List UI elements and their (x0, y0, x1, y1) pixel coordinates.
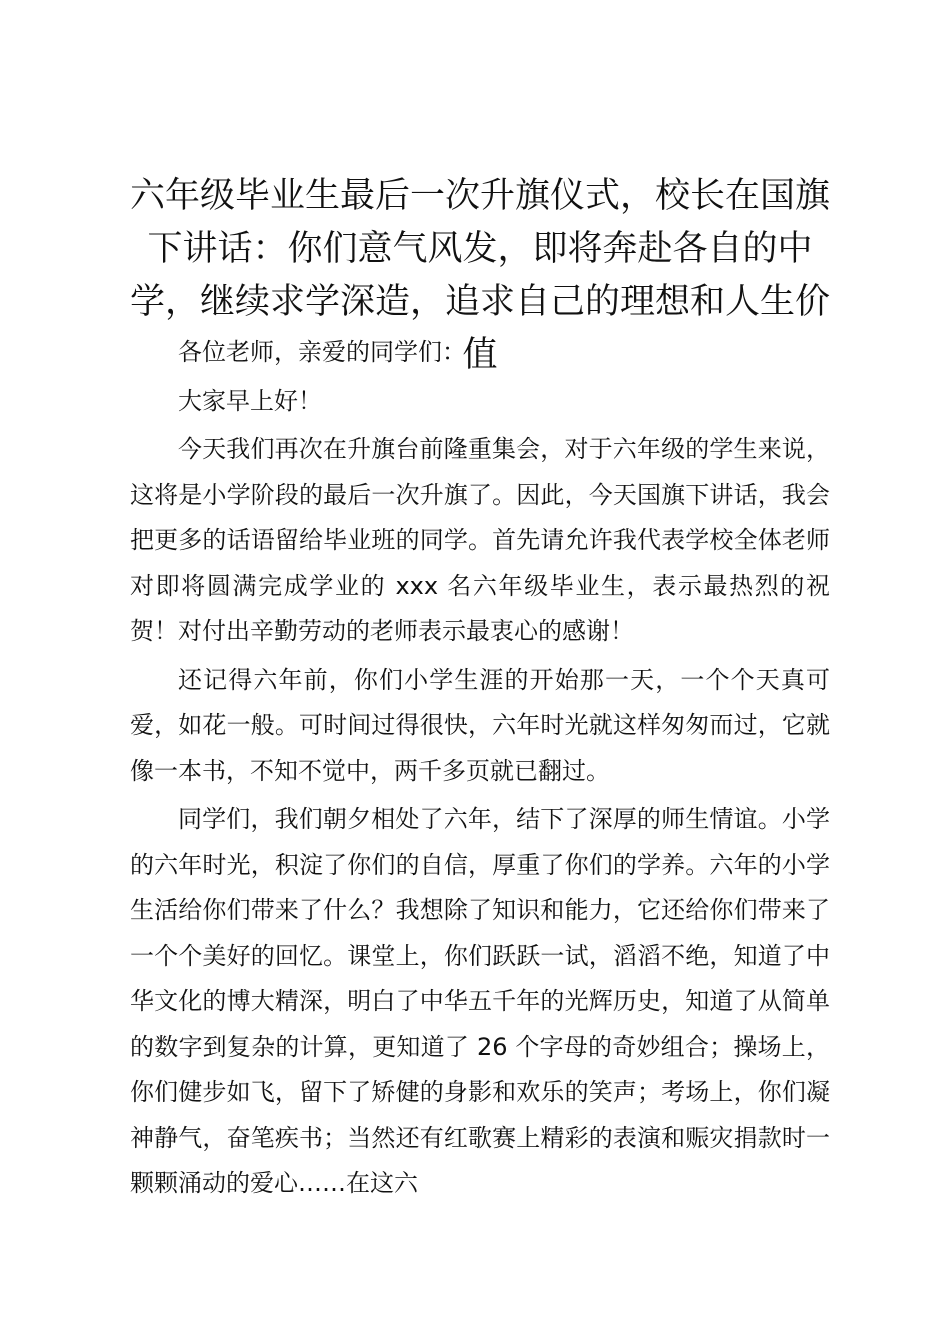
paragraph-greeting: 各位老师，亲爱的同学们： (178, 338, 466, 366)
document-title: 六年级毕业生最后一次升旗仪式，校长在国旗下讲话：你们意气风发，即将奔赴各自的中学，继续求学深造，追求自己的理想和人生价值 (129, 176, 830, 375)
document-body (130, 330, 830, 1207)
paragraph-six-years: 同学们，我们朝夕相处了六年，结下了深厚的师生情谊。小学的六年时光，积淀了你们的自信，厚重了你们的学养。六年的小学生活给你们带来了什么？我想除了知识和能力，它还给你们带来了一个个美好的回忆。课堂上，你们跃跃一试，滔滔不绝，知道了中华文化的博大精深，明白了中华五千年的光辉历史，知道了从简单的数字到复杂的计算，更知道了 26 个字母的奇妙组合；操场上，你们健步如飞，留下了矫健的身影和欢乐的笑声；考场上，你们凝神静气，奋笔疾书；当然还有红歌赛上精彩的表演和赈灾捐款时一颗颗涌动的爱心……在这六 (130, 805, 830, 1197)
paragraph-good-morning: 大家早上好！ (178, 386, 322, 415)
paragraph-memories: 还记得六年前，你们小学生涯的开始那一天，一个个天真可爱，如花一般。可时间过得很快，六年时光就这样匆匆而过，它就像一本书，不知不觉中，两千多页就已翻过。 (130, 665, 830, 785)
paragraph-opening: 今天我们再次在升旗台前隆重集会，对于六年级的学生来说，这将是小学阶段的最后一次升旗了。因此，今天国旗下讲话，我会把更多的话语留给毕业班的同学。首先请允许我代表学校全体老师对即将圆满完成学业的 xxx 名六年级毕业生，表示最热烈的祝贺！对付出辛勤劳动的老师表示最衷心的感谢！ (130, 435, 830, 645)
